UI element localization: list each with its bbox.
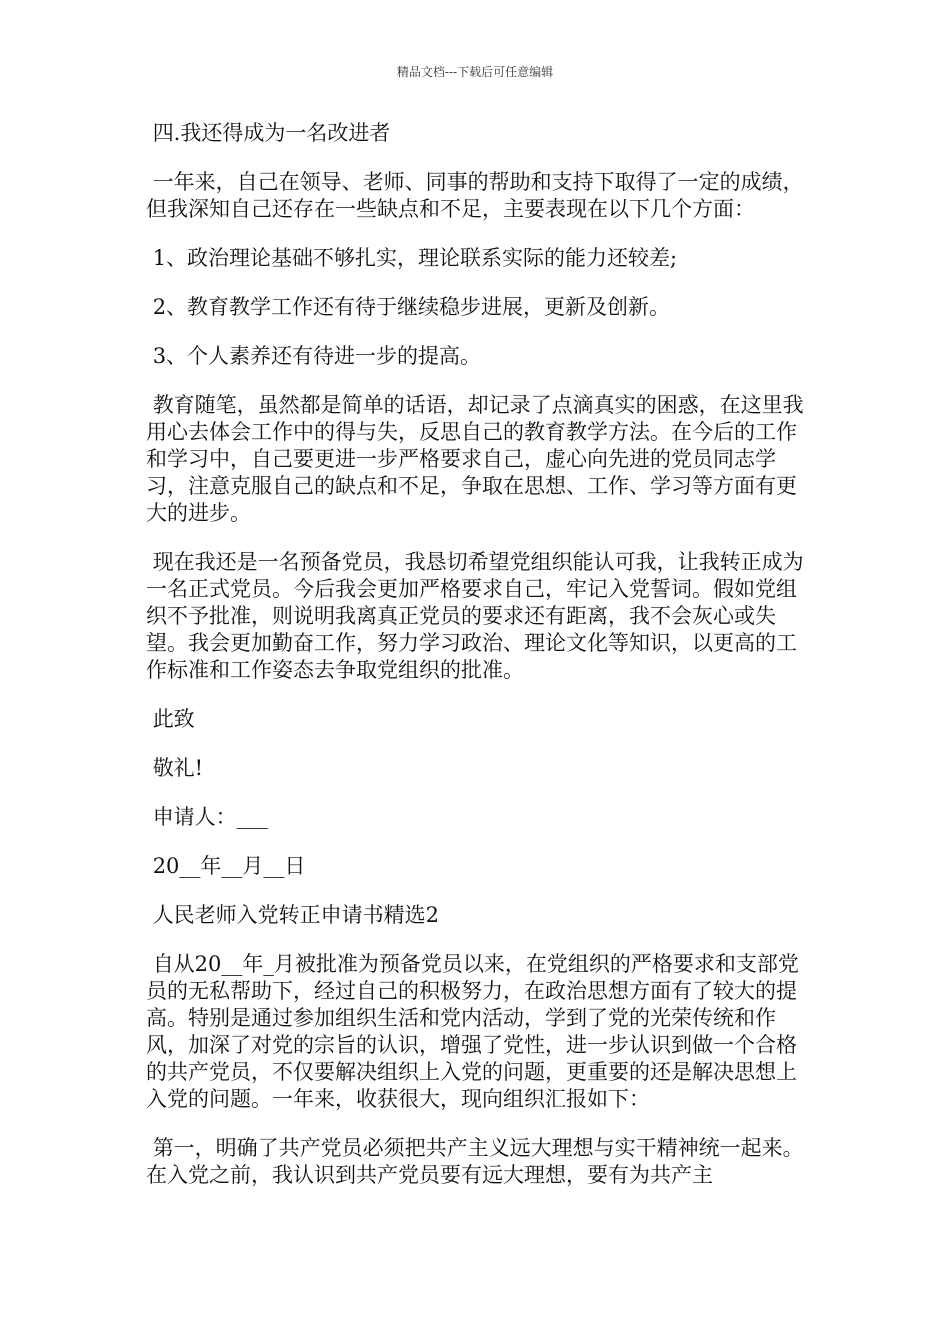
section-title: 人民老师入党转正申请书精选2 — [146, 903, 440, 927]
date-line: 20__年__月__日 — [146, 854, 306, 878]
closing-salutation: 此致 — [146, 707, 195, 731]
list-item: 2、教育教学工作还有待于继续稳步进展，更新及创新。 — [146, 295, 671, 319]
page-header: 精品文档---下载后可任意编辑 — [396, 65, 554, 79]
paragraph: 教育随笔，虽然都是简单的话语，却记录了点滴真实的困惑，在这里我用心去体会工作中的得与失，反思自己的教育教学方法。在今后的工作和学习中，自己要更进一步严格要求自己，虚心向先进的党员同志学习，注意克服自己的缺点和不足，争取在思想、工作、学习等方面有更大的进步。 — [146, 393, 804, 525]
paragraph: 一年来，自己在领导、老师、同事的帮助和支持下取得了一定的成绩，但我深知自己还存在一些缺点和不足，主要表现在以下几个方面： — [146, 170, 804, 221]
section-heading: 四.我还得成为一名改进者 — [146, 121, 391, 145]
list-item: 1、政治理论基础不够扎实，理论联系实际的能力还较差; — [146, 246, 678, 270]
paragraph: 第一，明确了共产党员必须把共产主义远大理想与实干精神统一起来。在入党之前，我认识到共产党员要有远大理想，要有为共产主 — [146, 1136, 804, 1187]
closing-regards: 敬礼! — [146, 756, 204, 780]
document-body — [146, 120, 806, 1211]
paragraph: 现在我还是一名预备党员，我恳切希望党组织能认可我，让我转正成为一名正式党员。今后我会更加严格要求自己，牢记入党誓词。假如党组织不予批准，则说明我离真正党员的要求还有距离，我不会灰心或失望。我会更加勤奋工作，努力学习政治、理论文化等知识，以更高的工作标准和工作姿态去争取党组织的批准。 — [146, 550, 804, 682]
paragraph: 自从20__年_月被批准为预备党员以来，在党组织的严格要求和支部党员的无私帮助下，经过自己的积极努力，在政治思想方面有了较大的提高。特别是通过参加组织生活和党内活动，学到了党的光荣传统和作风，加深了对党的宗旨的认识，增强了党性，进一步认识到做一个合格的共产党员，不仅要解决组织上入党的问题，更重要的还是解决思想上入党的问题。一年来，收获很大，现向组织汇报如下： — [146, 952, 799, 1111]
list-item: 3、个人素养还有待进一步的提高。 — [146, 344, 482, 368]
applicant-line: 申请人：___ — [146, 805, 269, 829]
